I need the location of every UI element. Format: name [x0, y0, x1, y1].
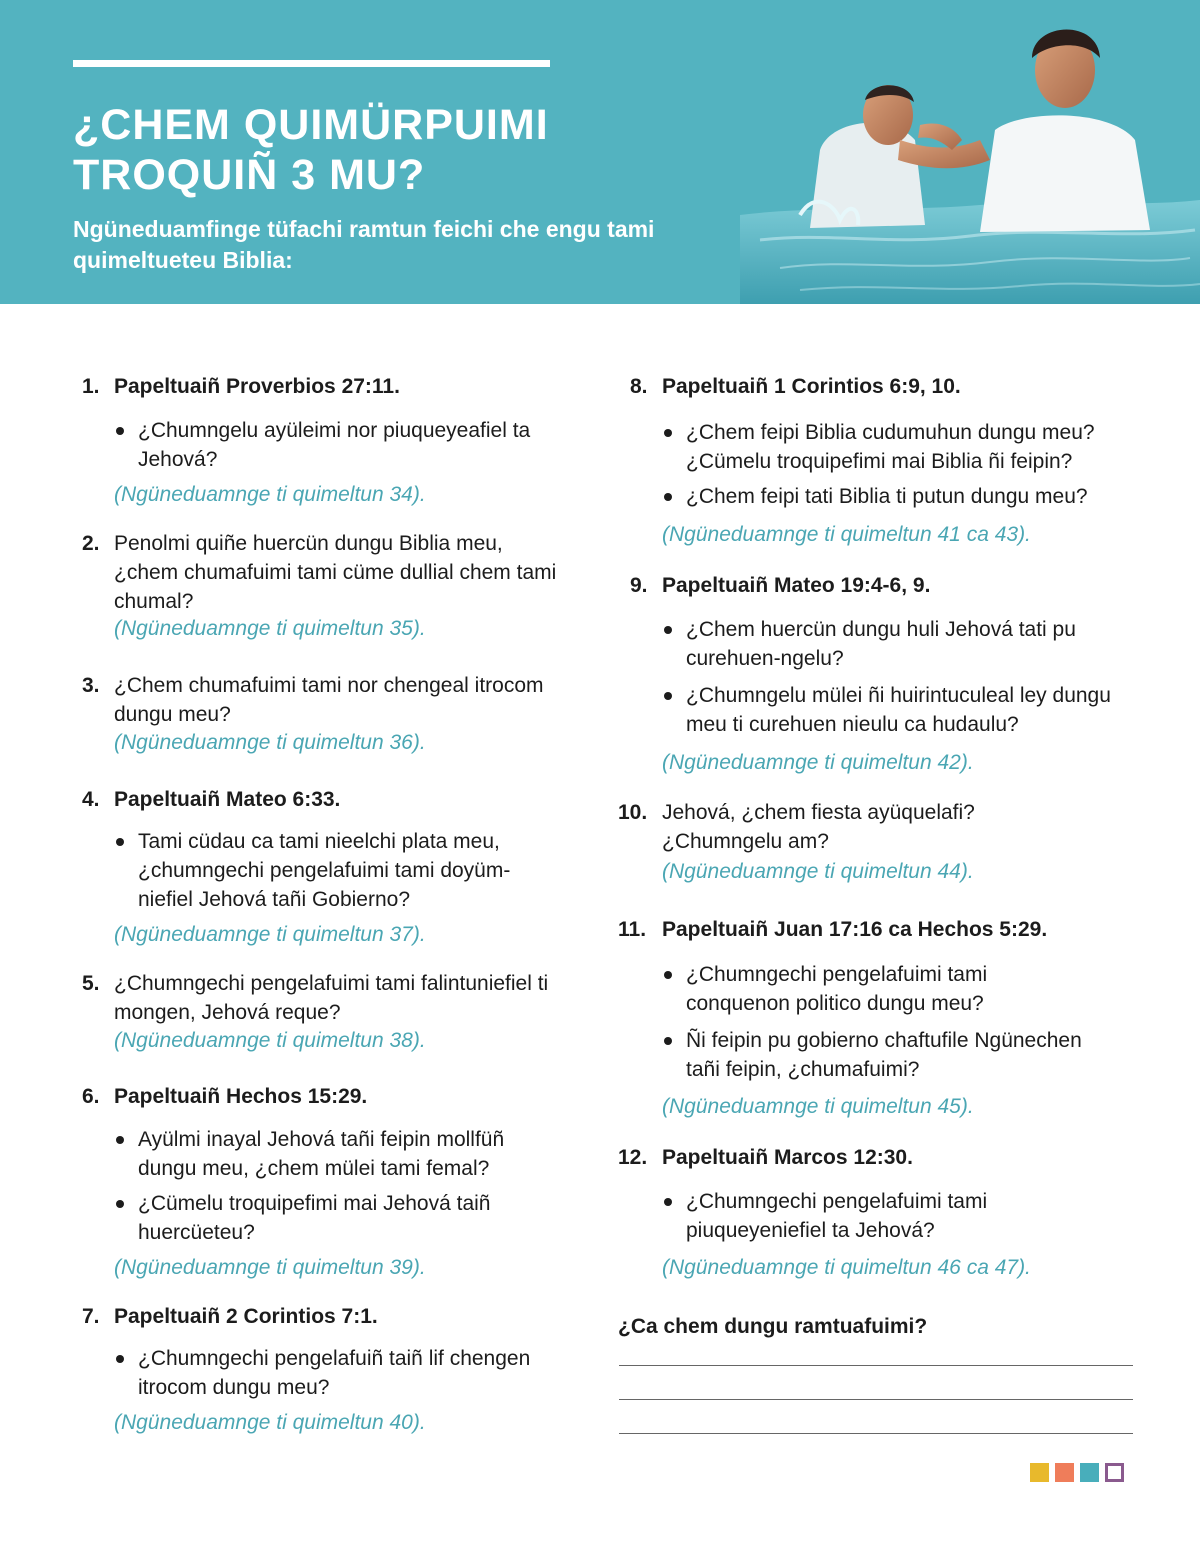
question-reference: (Ngüneduamnge ti quimeltun 35).: [114, 617, 426, 640]
question-text: Papeltuaiñ Proverbios 27:11.: [114, 375, 400, 398]
question-1-bullets: [114, 416, 554, 474]
question-reference: (Ngüneduamnge ti quimeltun 44).: [662, 860, 974, 883]
question-number: 4.: [82, 788, 100, 811]
bullet-item: ¿Chem feipi Biblia cudumuhun dungu meu? ¿Cümelu troquipefimi mai Biblia ñi feipin?: [662, 418, 1142, 476]
question-text: Papeltuaiñ Hechos 15:29.: [114, 1085, 368, 1108]
question-number: 9.: [630, 574, 648, 597]
question-11: [618, 915, 1047, 944]
question-12-bullets: [662, 1187, 1042, 1245]
page-subtitle: Ngüneduamfinge tüfachi ramtun feichi che engu tami quimeltueteu Biblia:: [73, 216, 655, 273]
header-banner: [0, 0, 1200, 304]
bullet-item: ¿Chumngelu ayüleimi nor piuqueyeafiel ta Jehová?: [114, 416, 554, 474]
bullet-item: ¿Chumngelu mülei ñi huirintuculeal ley dungu meu ti curehuen nieulu ca hudaulu?: [662, 681, 1132, 739]
question-9: [630, 571, 930, 600]
question-text: Penolmi quiñe huercün dungu Biblia meu, ¿chem chumafuimi tami cüme dullial chem tami chumal?: [114, 532, 557, 613]
question-8: [630, 372, 961, 401]
bullet-item: ¿Chumngechi pengelafuimi tami piuqueyeniefiel ta Jehová?: [662, 1187, 1042, 1245]
question-6: [82, 1082, 367, 1111]
question-3: [82, 671, 552, 729]
answer-line[interactable]: [619, 1433, 1133, 1434]
question-11-bullets: [662, 960, 1082, 1084]
answer-line[interactable]: [619, 1365, 1133, 1366]
question-reference: (Ngüneduamnge ti quimeltun 42).: [662, 751, 974, 774]
question-reference: (Ngüneduamnge ti quimeltun 38).: [114, 1029, 426, 1052]
bullet-item: Ñi feipin pu gobierno chaftufile Ngünechen tañi feipin, ¿chumafuimi?: [662, 1026, 1082, 1084]
coral-square-icon: [1055, 1463, 1074, 1482]
question-text: ¿Chumngechi pengelafuimi tami falintuniefiel ti mongen, Jehová reque?: [114, 972, 549, 1024]
question-text: Jehová, ¿chem fiesta ayüquelafi? ¿Chumngelu am?: [662, 801, 975, 853]
question-reference: (Ngüneduamnge ti quimeltun 40).: [114, 1411, 426, 1434]
question-number: 5.: [82, 972, 100, 995]
question-9-bullets: [662, 615, 1132, 739]
title-line-1: ¿CHEM QUIMÜRPUIMI: [73, 101, 549, 149]
question-reference: (Ngüneduamnge ti quimeltun 37).: [114, 923, 426, 946]
title-line-2: TROQUIÑ 3 MU?: [73, 151, 426, 199]
question-2: [82, 529, 562, 616]
question-number: 8.: [630, 375, 648, 398]
extra-questions-prompt: ¿Ca chem dungu ramtuafuimi?: [618, 1315, 928, 1338]
question-4-bullets: [114, 827, 534, 914]
purple-outline-square-icon: [1105, 1463, 1124, 1482]
question-10: [618, 798, 1038, 856]
question-text: Papeltuaiñ Marcos 12:30.: [662, 1146, 913, 1169]
bullet-item: Ayülmi inayal Jehová tañi feipin mollfüñ dungu meu, ¿chem mülei tami femal?: [114, 1125, 554, 1183]
question-number: 1.: [82, 375, 100, 398]
color-squares-decoration: [1030, 1463, 1124, 1482]
yellow-square-icon: [1030, 1463, 1049, 1482]
question-8-bullets: [662, 418, 1142, 511]
question-4: [82, 785, 340, 814]
header-rule: [73, 60, 550, 67]
question-reference: (Ngüneduamnge ti quimeltun 34).: [114, 483, 426, 506]
question-7: [82, 1302, 378, 1331]
bullet-item: ¿Chumngechi pengelafuimi tami conquenon politico dungu meu?: [662, 960, 1082, 1018]
bullet-item: ¿Cümelu troquipefimi mai Jehová taiñ huercüeteu?: [114, 1189, 554, 1247]
question-number: 7.: [82, 1305, 100, 1328]
baptism-illustration: [740, 0, 1200, 304]
question-reference: (Ngüneduamnge ti quimeltun 39).: [114, 1256, 426, 1279]
question-reference: (Ngüneduamnge ti quimeltun 45).: [662, 1095, 974, 1118]
question-reference: (Ngüneduamnge ti quimeltun 41 ca 43).: [662, 523, 1031, 546]
question-number: 11.: [618, 918, 647, 941]
question-reference: (Ngüneduamnge ti quimeltun 46 ca 47).: [662, 1256, 1031, 1279]
bullet-item: ¿Chem huercün dungu huli Jehová tati pu curehuen-ngelu?: [662, 615, 1132, 673]
question-reference: (Ngüneduamnge ti quimeltun 36).: [114, 731, 426, 754]
bullet-item: ¿Chumngechi pengelafuiñ taiñ lif chengen itrocom dungu meu?: [114, 1344, 564, 1402]
question-number: 2.: [82, 532, 100, 555]
question-text: Papeltuaiñ 1 Corintios 6:9, 10.: [662, 375, 961, 398]
question-number: 6.: [82, 1085, 100, 1108]
question-5: [82, 969, 582, 1027]
question-text: Papeltuaiñ Mateo 6:33.: [114, 788, 341, 811]
answer-line[interactable]: [619, 1399, 1133, 1400]
question-7-bullets: [114, 1344, 564, 1402]
question-text: Papeltuaiñ Juan 17:16 ca Hechos 5:29.: [662, 918, 1048, 941]
question-text: Papeltuaiñ 2 Corintios 7:1.: [114, 1305, 378, 1328]
question-12: [618, 1143, 913, 1172]
bullet-item: Tami cüdau ca tami nieelchi plata meu, ¿chumngechi pengelafuimi tami doyümniefiel Jehová tañi Gobierno?: [114, 827, 534, 914]
page-title: [73, 100, 549, 200]
question-text: ¿Chem chumafuimi tami nor chengeal itrocom dungu meu?: [114, 674, 544, 726]
question-6-bullets: [114, 1125, 554, 1247]
question-1: [82, 372, 400, 401]
question-text: Papeltuaiñ Mateo 19:4-6, 9.: [662, 574, 931, 597]
question-number: 12.: [618, 1146, 648, 1169]
bullet-item: ¿Chem feipi tati Biblia ti putun dungu meu?: [662, 482, 1142, 511]
question-number: 10.: [618, 801, 648, 824]
question-number: 3.: [82, 674, 100, 697]
teal-square-icon: [1080, 1463, 1099, 1482]
